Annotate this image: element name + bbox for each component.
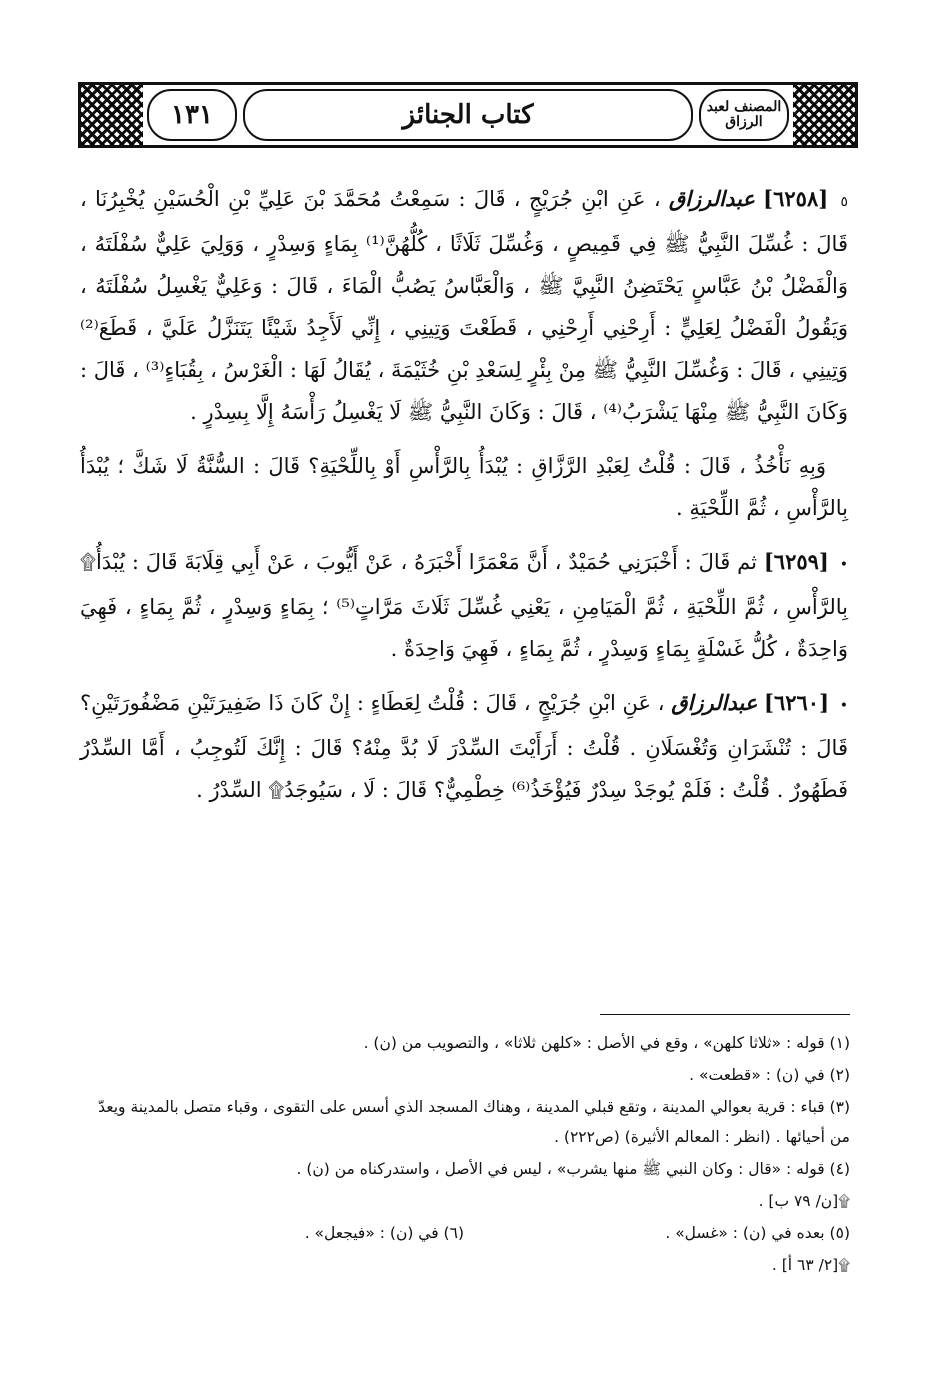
hadith-marker: • [839, 557, 848, 573]
hadith-6258 [80, 178, 848, 433]
hadith-marker: • [839, 698, 848, 714]
footnote-divider [600, 1014, 850, 1015]
main-text [80, 178, 848, 823]
hadith-6259 [80, 541, 848, 670]
hadith-6260 [80, 682, 848, 811]
chapter-title: كتاب الجنائز [243, 89, 693, 141]
hadith-marker: ٥ [840, 194, 848, 210]
hadith-number: [٦٢٦٠] [764, 690, 829, 715]
manuscript-ref-1: ۩[ن/ ٧٩ ب] . [758, 1192, 850, 1210]
footnote-1: (١) قوله : «ثلاثا كلهن» ، وقع في الأصل : «كلهن ثلاثا» ، والتصويب من (ن) . [363, 1034, 850, 1052]
footnote-4: (٤) قوله : «قال : وكان النبي ﷺ منها يشرب» ، ليس في الأصل ، واستدركناه من (ن) . [296, 1160, 850, 1178]
hadith-text: ثم قَالَ : أَخْبَرَنِي حُمَيْدٌ ، أَنَّ مَعْمَرًا أَخْبَرَهُ ، عَنْ أَيُّوبَ ، عَنْ أَبِي قِلَابَةَ قَالَ : يُبْدَأُ۩ بِالرَّأْسِ ، ثُمَّ اللِّحْيَةِ ، ثُمَّ الْمَيَامِنِ ، يَعْنِي غُسِّلَ ثَلَاثَ مَرَّاتٍ⁽⁵⁾ ؛ بِمَاءٍ وَسِدْرٍ ، ثُمَّ بِمَاءٍ ، فَهِيَ وَاحِدَةٌ ، كُلُّ غَسْلَةٍ بِمَاءٍ وَسِدْرٍ ، ثُمَّ بِمَاءٍ ، فَهِيَ وَاحِدَةٌ . [80, 550, 848, 661]
commentary-paragraph [80, 445, 848, 529]
commentary-text: وَبِهِ نَأْخُذُ ، قَالَ : قُلْتُ لِعَبْدِ الرَّزَّاقِ : يُبْدَأُ بِالرَّأْسِ أَوْ بِاللِّحْيَةِ؟ قَالَ : السُّنَّةُ لَا شَكَّ ؛ يُبْدَأُ بِالرَّأْسِ ، ثُمَّ اللِّحْيَةِ . [80, 454, 848, 520]
hadith-author: عبدالرزاق [671, 690, 758, 715]
footnote-5: (٥) بعده في (ن) : «غسل» . [665, 1224, 850, 1242]
footnotes [78, 1028, 850, 1282]
book-logo: المصنف لعبد الرزاق [699, 89, 789, 141]
hadith-text: ، عَنِ ابْنِ جُرَيْجٍ ، قَالَ : قُلْتُ لِعَطَاءٍ : إِنْ كَانَ ذَا ضَفِيرَتَيْنِ مَضْفُورَتَيْنِ؟ قَالَ : تُنْشَرَانِ وَتُغْسَلَانِ . قُلْتُ : أَرَأَيْتَ السِّدْرَ لَا بُدَّ مِنْهُ؟ قَالَ : إِنَّكَ لَتُوجِبُ ، أَمَّا السِّدْرُ فَطَهُورٌ . قُلْتُ : فَلَمْ يُوجَدْ سِدْرٌ فَيُؤْخَذُ⁽⁶⁾ خِطْمِيٌّ؟ قَالَ : لَا ، سَيُوجَدُ۩ السِّدْرُ . [80, 691, 848, 802]
hadith-number: [٦٢٥٨] [763, 186, 829, 211]
hadith-number: [٦٢٥٩] [763, 549, 829, 574]
hadith-author: عبدالرزاق [668, 186, 755, 211]
footnote-2: (٢) في (ن) : «قطعت» . [689, 1066, 850, 1084]
footnote-row [78, 1218, 850, 1250]
footnote-3: (٣) قباء : قرية بعوالي المدينة ، وتقع قبلي المدينة ، وهناك المسجد الذي أسس على التقوى ، وقباء متصل بالمدينة ويعدّ من أحيائها . (انظر : المعالم الأثيرة) (ص٢٢٢) . [98, 1098, 850, 1146]
page-header [78, 82, 858, 148]
page-number: ١٣١ [147, 89, 237, 141]
ornament-left [81, 85, 143, 145]
footnote-6: (٦) في (ن) : «فيجعل» . [304, 1224, 464, 1242]
manuscript-ref-2: ۩[٢/ ٦٣ أ] . [771, 1256, 850, 1274]
ornament-right [793, 85, 855, 145]
hadith-text: ، عَنِ ابْنِ جُرَيْجٍ ، قَالَ : سَمِعْتُ مُحَمَّدَ بْنَ عَلِيِّ بْنِ الْحُسَيْنِ يُخْبِرُنَا ، قَالَ : غُسِّلَ النَّبِيُّ ﷺ فِي قَمِيصٍ ، وَغُسِّلَ ثَلَاثًا ، كُلُّهُنَّ⁽¹⁾ بِمَاءٍ وَسِدْرٍ ، وَوَلِيَ عَلِيٌّ سُفْلَتَهُ ، وَالْفَضْلُ بْنُ عَبَّاسٍ يَحْتَضِنُ النَّبِيَّ ﷺ ، وَالْعَبَّاسُ يَصُبُّ الْمَاءَ ، قَالَ : وَعَلِيٌّ يَغْسِلُ سُفْلَتَهُ ، وَيَقُولُ الْفَضْلُ لِعَلِيٍّ : أَرِحْنِي أَرِحْنِي ، قَطَعْتَ وَتِينِي ، إِنِّي لَأَجِدُ شَيْئًا يَتَنَزَّلُ عَلَيَّ ، قَطَعَ⁽²⁾ وَتِينِي ، قَالَ : وَغُسِّلَ النَّبِيُّ ﷺ مِنْ بِئْرٍ لِسَعْدِ بْنِ خُثَيْمَةَ ، يُقَالُ لَهَا : الْغَرْسُ ، بِقُبَاءٍ⁽³⁾ ، قَالَ : وَكَانَ النَّبِيُّ ﷺ مِنْهَا يَشْرَبُ⁽⁴⁾ ، قَالَ : وَكَانَ النَّبِيُّ ﷺ لَا يَغْسِلُ رَأْسَهُ إِلَّا بِسِدْرٍ . [80, 187, 848, 424]
